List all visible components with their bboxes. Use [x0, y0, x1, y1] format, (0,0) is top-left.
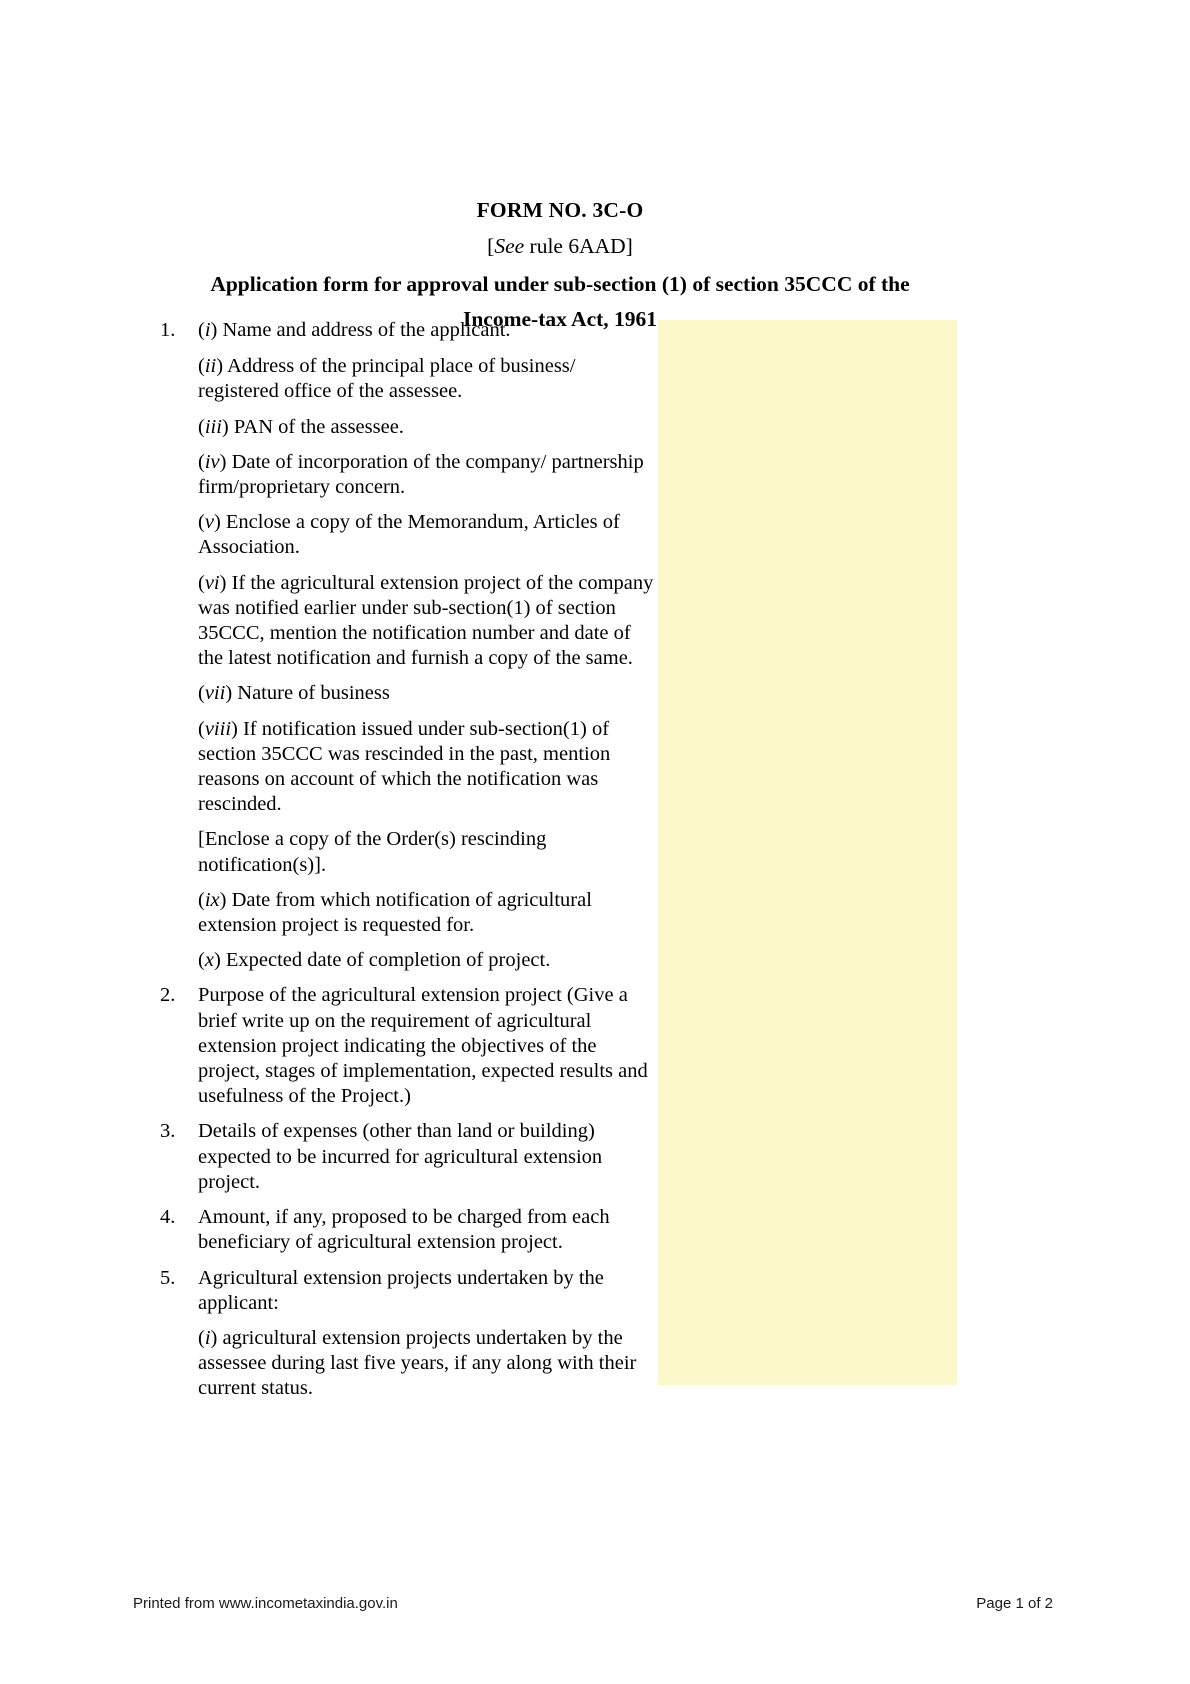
form-subitem: (viii) If notification issued under sub-section(1) of section 35CCC was rescinded in the past, mention reasons on account of which the notification was rescinded.	[198, 717, 611, 816]
form-item	[160, 1266, 660, 1316]
roman-numeral: i	[204, 1326, 211, 1349]
item-body: ) Name and address of the applicant.	[210, 319, 511, 341]
spacer	[160, 940, 660, 948]
subitem-body: ) Enclose a copy of the Memorandum, Articles of Association.	[198, 511, 620, 559]
form-title-line-1: Application form for approval under sub-section (1) of section 35CCC of the	[210, 271, 910, 296]
item-number: 5.	[160, 1266, 176, 1289]
form-subitem: (v) Enclose a copy of the Memorandum, Articles of Association.	[198, 511, 620, 559]
form-subitem: (vii) Nature of business	[198, 682, 390, 705]
form-subitem: (ix) Date from which notification of agricultural extension project is requested for.	[198, 888, 592, 937]
item-text: (i) Name and address of the applicant.	[198, 319, 511, 341]
item-number: 4.	[160, 1206, 176, 1229]
spacer	[160, 1197, 660, 1205]
spacer	[160, 819, 660, 827]
subitem-body: ) Expected date of completion of project.	[213, 949, 551, 972]
form-item	[160, 983, 660, 1109]
spacer	[160, 502, 660, 510]
item-text: Purpose of the agricultural extension project (Give a brief write up on the requirement of agricultural extension project indicating the objectives of the project, stages of implementation, expected results and usefulness of the Project.)	[198, 984, 648, 1108]
roman-numeral: i	[204, 319, 211, 341]
spacer	[160, 673, 660, 681]
form-subitem: (iii) PAN of the assessee.	[198, 415, 404, 438]
form-subitem: (i) agricultural extension projects undertaken by the assessee during last five years, if any along with their current status.	[198, 1326, 637, 1400]
subitem-body: ) If notification issued under sub-section(1) of section 35CCC was rescinded in the past, mention reasons on account of which the notification was rescinded.	[198, 717, 611, 816]
subitem-body: ) Date of incorporation of the company/ partnership firm/proprietary concern.	[198, 450, 644, 499]
subitem-body: ) Date from which notification of agricultural extension project is requested for.	[198, 888, 592, 937]
spacer	[160, 345, 660, 354]
roman-numeral: x	[204, 949, 214, 972]
form-item-list	[160, 318, 660, 1404]
rule-ref-open: [	[487, 234, 495, 259]
form-item	[160, 1119, 660, 1195]
subitem-body: ) Address of the principal place of business/ registered office of the assessee.	[198, 355, 576, 403]
item-text: Details of expenses (other than land or building) expected to be incurred for agricultural extension project.	[198, 1120, 603, 1193]
footer-page-number: Page 1 of 2	[976, 1595, 1053, 1612]
document-header	[160, 196, 960, 334]
roman-numeral: vii	[204, 682, 226, 705]
rule-reference	[160, 230, 960, 262]
item-number: 1.	[160, 319, 176, 341]
rule-ref-see: See	[494, 234, 525, 259]
item-number: 3.	[160, 1120, 176, 1143]
spacer	[160, 1111, 660, 1119]
footer-source: Printed from www.incometaxindia.gov.in	[133, 1595, 398, 1612]
subitem-body: ) If the agricultural extension project of the company was notified earlier under sub-section(1) of section 35CCC, mention the notification number and date of the latest notification and furnish a copy of the same.	[198, 571, 654, 670]
roman-numeral: ii	[204, 355, 217, 378]
spacer	[160, 975, 660, 983]
form-subitem: (ii) Address of the principal place of business/ registered office of the assessee.	[198, 355, 576, 403]
rule-ref-close: rule 6AAD]	[524, 234, 633, 259]
spacer	[160, 1318, 660, 1326]
roman-numeral: ix	[204, 888, 220, 911]
item-number: 2.	[160, 984, 176, 1007]
roman-numeral: viii	[204, 717, 232, 740]
page-footer	[0, 1595, 1190, 1625]
form-subitem-note: [Enclose a copy of the Order(s) rescinding notification(s)].	[198, 828, 547, 876]
spacer	[160, 442, 660, 450]
spacer	[160, 880, 660, 888]
form-subitem: (vi) If the agricultural extension project of the company was notified earlier under sub-section(1) of section 35CCC, mention the notification number and date of the latest notification and furnish a copy of the same.	[198, 571, 654, 670]
form-item	[160, 1205, 660, 1255]
roman-numeral: iii	[204, 415, 222, 438]
form-item	[160, 318, 660, 343]
spacer	[160, 709, 660, 717]
subitem-body: ) agricultural extension projects undertaken by the assessee during last five years, if any along with their current status.	[198, 1326, 637, 1400]
answer-column-highlight	[658, 320, 957, 1385]
roman-numeral: v	[204, 511, 214, 534]
form-title-line-2: Income-tax Act, 1961	[462, 307, 658, 332]
spacer	[160, 407, 660, 415]
form-subitem: (x) Expected date of completion of project.	[198, 949, 551, 972]
subitem-body: ) Nature of business	[225, 682, 390, 705]
subitem-body: ) PAN of the assessee.	[221, 415, 404, 438]
item-text: Amount, if any, proposed to be charged from each beneficiary of agricultural extension project.	[198, 1206, 610, 1254]
roman-numeral: vi	[204, 571, 220, 594]
spacer	[160, 1258, 660, 1266]
form-subitem: (iv) Date of incorporation of the company/ partnership firm/proprietary concern.	[198, 450, 644, 499]
roman-numeral: iv	[204, 450, 220, 473]
spacer	[160, 563, 660, 571]
item-text: Agricultural extension projects undertaken by the applicant:	[198, 1266, 604, 1314]
form-number: FORM NO. 3C-O	[476, 198, 644, 222]
